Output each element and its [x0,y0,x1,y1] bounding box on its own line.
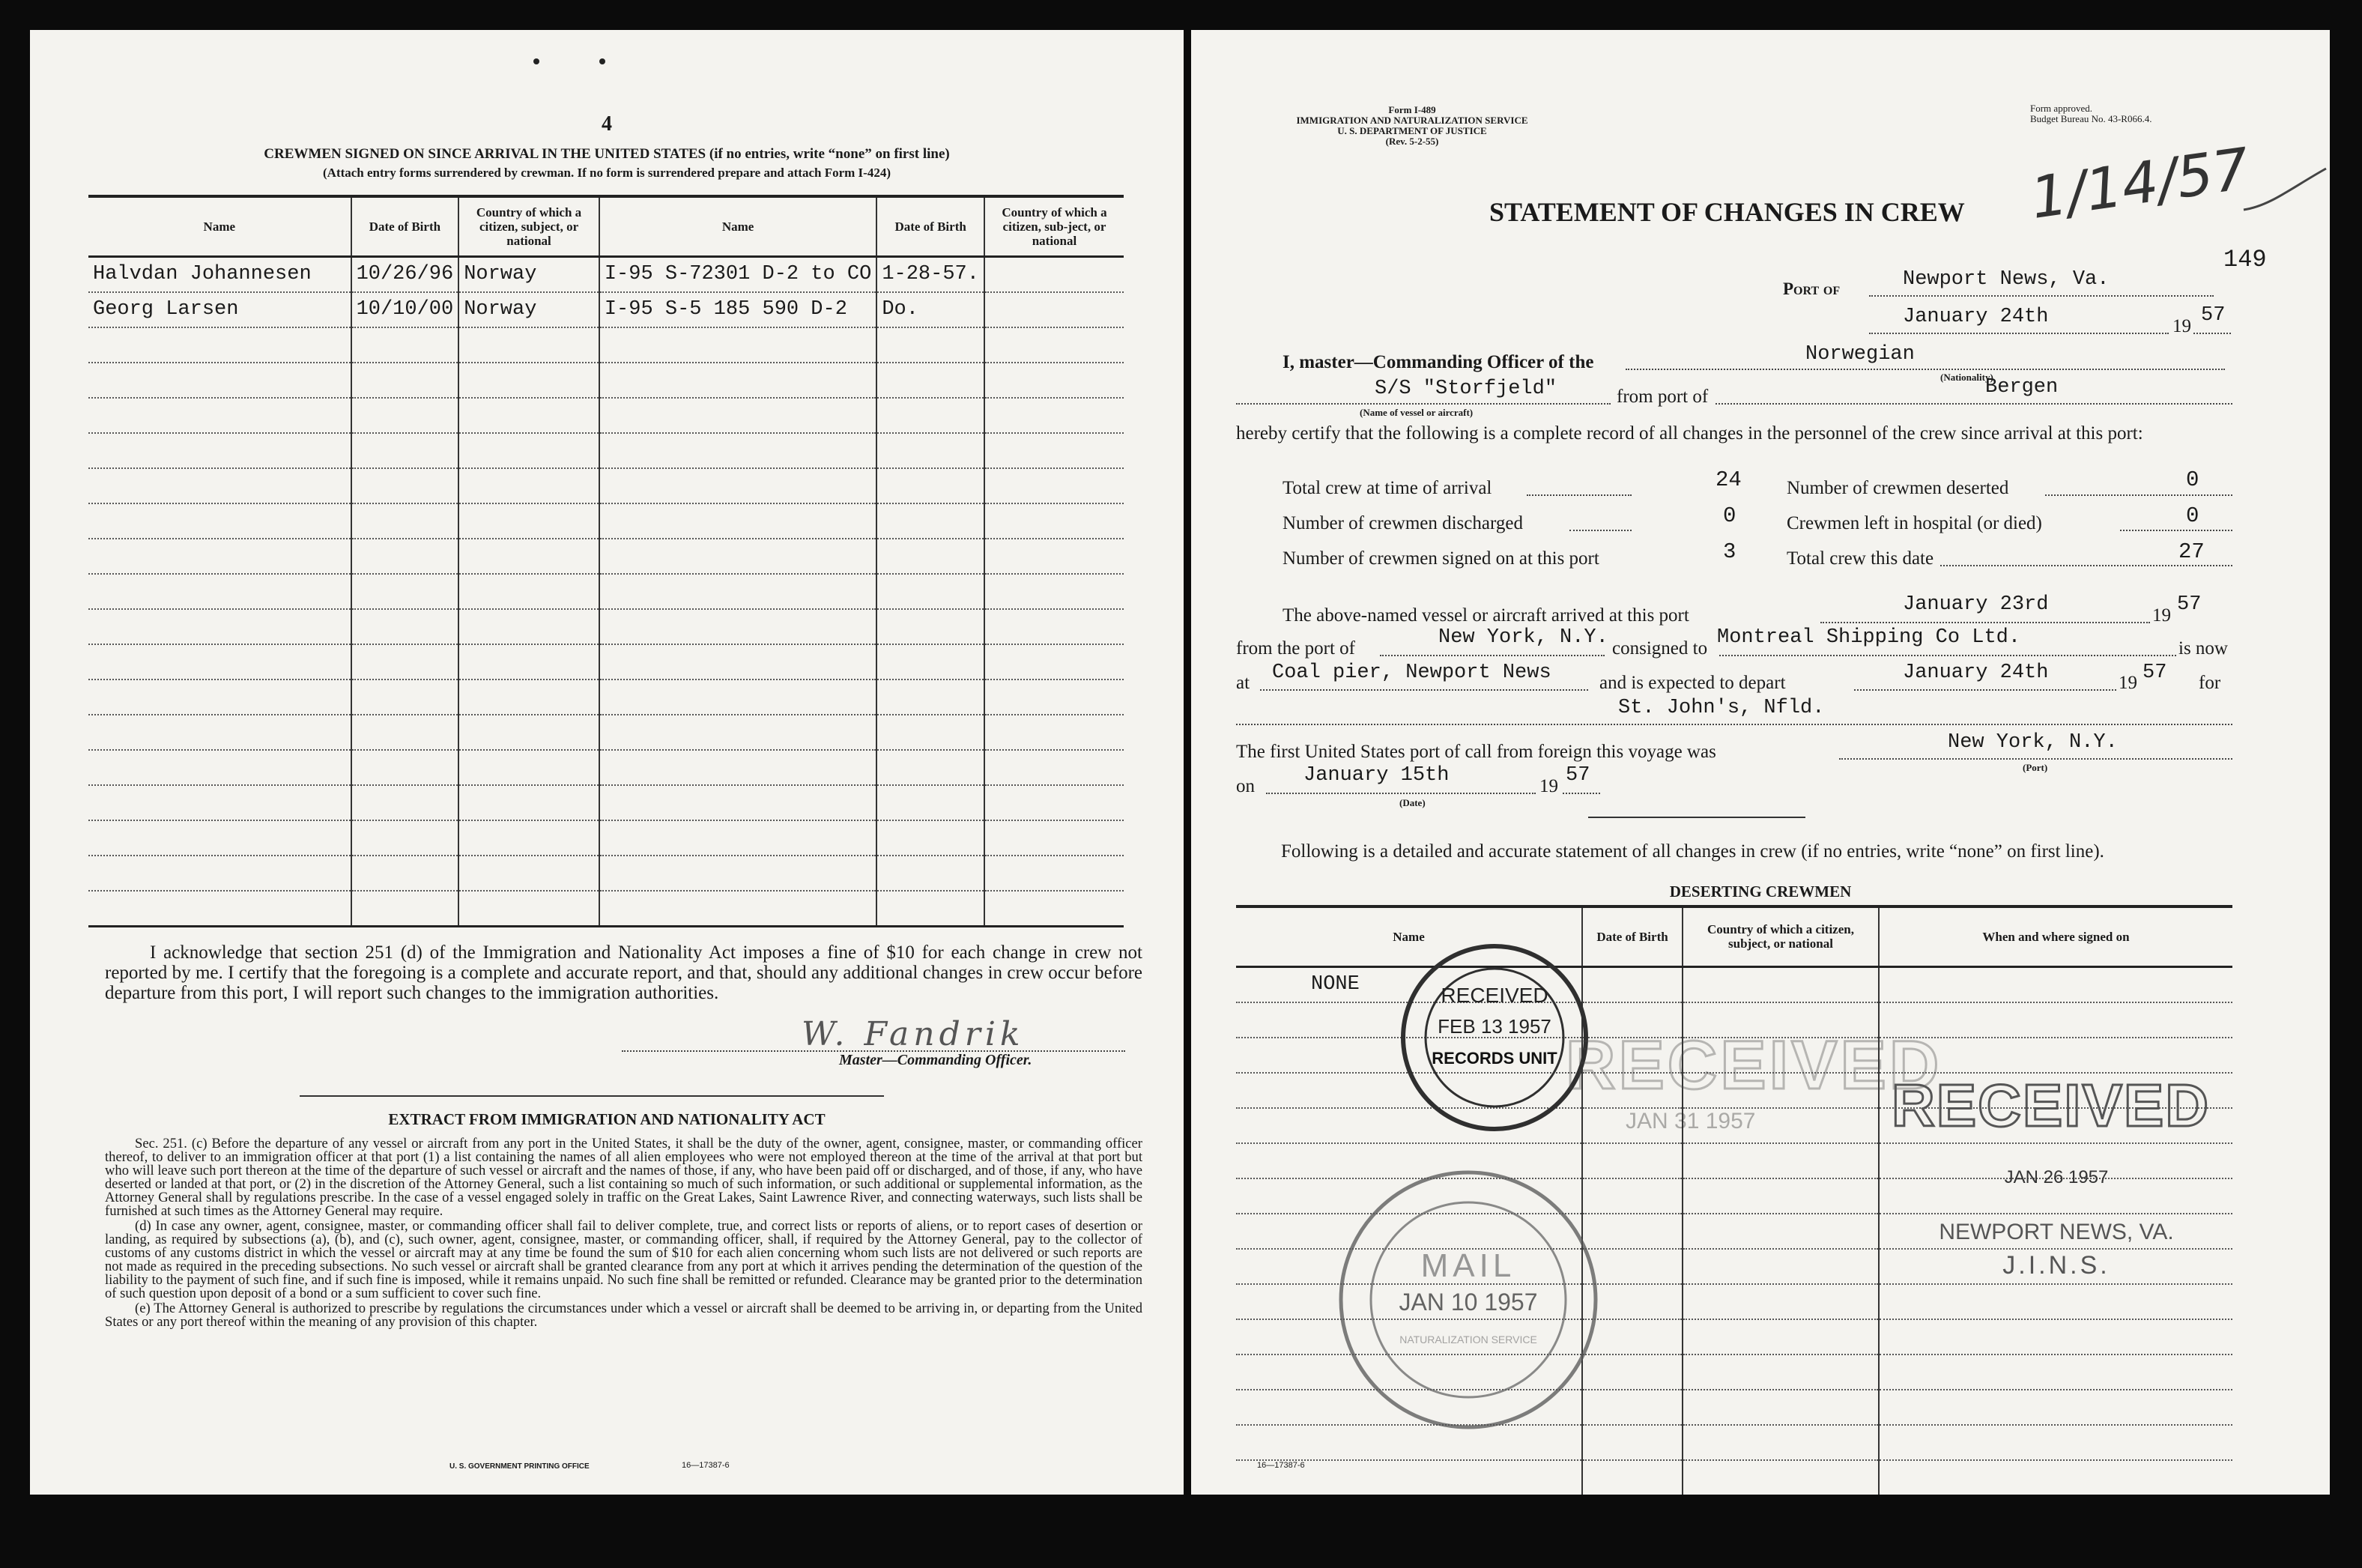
from-port-label: from port of [1617,387,1709,407]
table-cell [984,292,1124,327]
table-cell: Do. [876,292,984,327]
total-date-label: Total crew this date [1787,548,1934,569]
stamp-date: JAN 26 1957 [2004,1167,2109,1187]
stamp-agency: J.I.N.S. [2002,1251,2110,1280]
consigned-value: Montreal Shipping Co Ltd. [1717,626,2021,649]
total-arrival-value: 24 [1716,467,1742,492]
table-row [88,820,1124,856]
consigned-label: consigned to [1612,638,1708,659]
stamp-place: NEWPORT NEWS, VA. [1939,1220,2174,1244]
on-date: January 15th [1303,764,1450,787]
arrived-date: January 23rd [1903,593,2049,616]
table-row [88,539,1124,574]
on-label: on [1236,776,1255,796]
table-row [88,433,1124,468]
stamp-received: RECEIVED [1441,984,1548,1007]
stamp-date: JAN 10 1957 [1399,1289,1538,1316]
master-label: I, master—Commanding Officer of the [1283,352,1594,372]
mail-stamp [1333,1165,1603,1435]
footer-code: 16—17387-6 [682,1461,730,1470]
stamp-mail-label: MAIL [1420,1247,1516,1284]
records-unit-stamp [1397,940,1592,1135]
on-year: 57 [1566,764,1590,787]
arrived-year: 57 [2177,593,2202,616]
table-row [88,256,1124,292]
stamp-records-unit: RECORDS UNIT [1432,1049,1557,1068]
for-label: for [2199,673,2221,693]
crew-signed-on-table [88,195,1124,927]
divider [1588,817,1805,818]
table-cell: 10/10/00 [351,292,459,327]
table-row [88,503,1124,539]
hospital-label: Crewmen left in hospital (or died) [1787,513,2042,533]
column-header: Country of which a citizen, subject, or national [1683,906,1879,966]
form-header [1236,105,1588,147]
table-row [88,574,1124,609]
table-row [88,644,1124,679]
section-subtitle: (Attach entry forms surrendered by crewman. If no form is surrendered prepare and attach Form I-424) [323,166,891,180]
signature-caption: Master—Commanding Officer. [839,1052,1032,1068]
first-port-label: The first United States port of call from foreign this voyage was [1236,742,1716,762]
form-approved: Form approved. [2030,103,2093,114]
following-text: Following is a detailed and accurate statement of all changes in crew (if no entries, write “none” on first line). [1281,841,2104,862]
stamp-received-outline: RECEIVED [1566,1027,1942,1104]
column-header: Country of which a citizen, subject, or national [458,196,599,256]
divider [300,1095,884,1097]
deserted-value: 0 [2186,467,2199,492]
signed-on-label: Number of crewmen signed on at this port [1283,548,1599,569]
arrived-label: The above-named vessel or aircraft arrived at this port [1283,605,1689,626]
column-header: Date of Birth [876,196,984,256]
year-prefix: 19 [2172,316,2191,336]
left-page [30,30,1184,1495]
stamp-date: JAN 31 1957 [1626,1109,1756,1133]
column-header: Date of Birth [1582,906,1683,966]
table-cell: Georg Larsen [88,292,351,327]
year-prefix: 19 [2152,605,2171,626]
stamp-received-outline: RECEIVED [1892,1072,2210,1139]
section-title: CREWMEN SIGNED ON SINCE ARRIVAL IN THE UNITED STATES (if no entries, write “none” on first line) [264,146,950,162]
date-caption: (Date) [1399,797,1426,808]
total-date-value: 27 [2178,539,2205,564]
table-row [88,856,1124,891]
from-port-of-value: New York, N.Y. [1438,626,1608,649]
table-row [1236,966,2232,1002]
newport-received-stamp [1892,1071,2221,1334]
form-revision: (Rev. 5-2-55) [1385,136,1439,147]
port-value: Newport News, Va. [1903,268,2110,291]
nationality-caption: (Nationality) [1940,372,1993,383]
column-header: Country of which a citizen, sub-ject, or national [984,196,1124,256]
column-header: When and where signed on [1879,906,2232,966]
discharged-label: Number of crewmen discharged [1283,513,1523,533]
acknowledgement-text: I acknowledge that section 251 (d) of the Immigration and Nationality Act imposes a fine of $10 for each change in crew not reported by me. I certify that the foregoing is a complete and accurate report, and that, should any additional changes in crew occur before departure from this port, I will report such changes to the immigration authorities. [105,942,1142,1003]
table-row [88,609,1124,644]
column-header: Name [599,196,876,256]
table-cell: Norway [458,292,599,327]
table-cell: I-95 S-72301 D-2 to CO [599,256,876,292]
table-row [88,363,1124,398]
budget-bureau: Budget Bureau No. 43-R066.4. [2030,113,2152,124]
depart-label: and is expected to depart [1599,673,1786,693]
year-prefix: 19 [1539,776,1558,796]
table-row [88,468,1124,503]
handwritten-flourish [2240,165,2330,217]
port-label: Port of [1783,279,1841,298]
discharged-value: 0 [1723,503,1736,528]
is-now-label: is now [2178,638,2228,659]
signed-on-value: 3 [1723,539,1736,564]
date-value: January 24th [1903,306,2049,328]
column-header: Name [1236,906,1582,966]
footer-printing-office: U. S. GOVERNMENT PRINTING OFFICE [449,1462,590,1471]
table-row [88,891,1124,927]
footer-code: 16—17387-6 [1257,1461,1305,1470]
total-arrival-label: Total crew at time of arrival [1283,478,1492,498]
punch-mark [599,58,605,64]
table-cell: Norway [458,256,599,292]
stamp-ring-text: NATURALIZATION SERVICE [1399,1334,1537,1345]
table-row [88,679,1124,715]
signature: W. Fandrik [802,1015,1025,1053]
column-header: Date of Birth [351,196,459,256]
year-value: 57 [2201,304,2226,327]
budget-info [2030,103,2151,124]
column-header: Name [88,196,351,256]
extract-title: EXTRACT FROM IMMIGRATION AND NATIONALITY ACT [388,1110,826,1128]
form-title: STATEMENT OF CHANGES IN CREW [1489,197,1965,227]
table-row [88,750,1124,785]
table-row [88,292,1124,327]
extract-text [105,1137,1142,1331]
form-number: Form I-489 [1388,104,1436,115]
deserting-title: DESERTING CREWMEN [1669,883,1852,900]
faint-received-stamp [1566,1026,1942,1199]
table-cell: 1-28-57. [876,256,984,292]
page-stamp-number: 149 [2223,246,2267,273]
vessel-value: S/S "Storfjeld" [1375,378,1557,400]
table-row [88,398,1124,433]
table-cell: I-95 S-5 185 590 D-2 [599,292,876,327]
table-row [88,327,1124,363]
table-cell: NONE [1236,966,1582,1002]
from-port-value: Bergen [1985,376,2059,399]
page-number: 4 [602,112,612,136]
deserted-label: Number of crewmen deserted [1787,478,2009,498]
certify-text: hereby certify that the following is a complete record of all changes in the personnel of the crew since arrival at this port: [1236,423,2143,444]
extract-paragraph-c: Sec. 251. (c) Before the departure of any vessel or aircraft from any port in the United States, it shall be the duty of the owner, agent, consignee, master, or commanding officer thereof, to deliver to an immigration officer at that port (1) a list containing the names of all alien employees who were not employed thereon at the time of the arrival at that port but who will leave such port thereon at the time of the departure of such vessel or aircraft and the names of those, if any, who have been paid off or discharged, and of those, if any, who have deserted or landed at that port, or (2) in the discretion of the Attorney General, such a list containing so much of such information, or such additional or supplemental information, as the Attorney General shall by regulations prescribe. In the case of a vessel engaged solely in traffic on the Great Lakes, Saint Lawrence River, and connecting waterways, such lists shall be furnished at such times as the Attorney General may require. [105,1136,1142,1219]
first-port-value: New York, N.Y. [1948,731,2118,754]
department-name: U. S. DEPARTMENT OF JUSTICE [1337,125,1487,136]
hospital-value: 0 [2186,503,2199,528]
extract-paragraph-d: (d) In case any owner, agent, consignee, master, or commanding officer shall fail to deliver complete, true, and correct lists or reports of aliens, or to report cases of desertion or landing, as required by subsections (a), (b), and (c), such owner, agent, consignee, master, or commanding officer, shall, if required by the Attorney General, pay to the collector of customs of any customs district in which the vessel or aircraft may at any time be found the sum of $10 for each alien concerning whom such lists are not delivered or such reports are not made as required in the preceding subsections. No such vessel or aircraft shall be granted clearance from any port at which it arrives pending the determination of the question of the liability to the payment of such fine, and if such fine is imposed, while it remains unpaid. No such fine shall be remitted or refunded. Clearance may be granted prior to the determination of such question upon deposit of a bond or a sum sufficient to cover such fine. [105,1218,1142,1301]
table-cell [984,256,1124,292]
table-cell: Halvdan Johannesen [88,256,351,292]
table-cell: 10/26/96 [351,256,459,292]
at-value: Coal pier, Newport News [1272,662,1551,684]
extract-paragraph-e: (e) The Attorney General is authorized to prescribe by regulations the circumstances under which a vessel or aircraft shall be deemed to be arriving in, or departing from the United States or any port thereof within the meaning of any provision of this chapter. [105,1301,1142,1330]
at-label: at [1236,673,1250,693]
right-page [1191,30,2330,1495]
punch-mark [533,58,539,64]
agency-name: IMMIGRATION AND NATURALIZATION SERVICE [1296,115,1528,126]
from-port-of-label: from the port of [1236,638,1355,659]
handwritten-date: 1/14/57 [2026,135,2253,231]
table-row [1236,1460,2232,1495]
table-row [88,785,1124,820]
vessel-caption: (Name of vessel or aircraft) [1360,407,1474,418]
destination-value: St. John's, Nfld. [1618,697,1825,719]
depart-date: January 24th [1903,662,2049,684]
year-prefix: 19 [2119,673,2137,693]
table-row [88,715,1124,750]
depart-year: 57 [2143,662,2167,684]
stamp-date: FEB 13 1957 [1438,1015,1551,1038]
port-caption: (Port) [2023,762,2048,773]
nationality-value: Norwegian [1805,343,1915,366]
